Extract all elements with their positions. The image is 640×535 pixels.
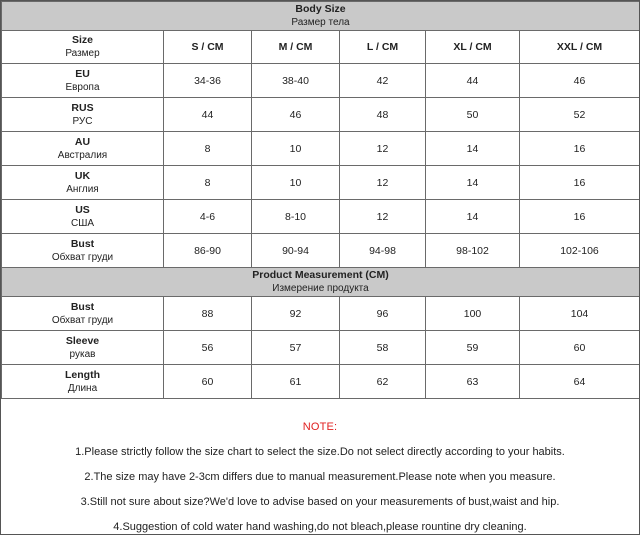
table-cell: 16 <box>520 132 640 166</box>
table-cell: 60 <box>520 331 640 365</box>
column-header-m: M / CM <box>252 31 340 64</box>
table-row <box>2 166 640 200</box>
table-cell: 38-40 <box>252 64 340 98</box>
table-cell: 88 <box>164 297 252 331</box>
table-row <box>2 200 640 234</box>
table-cell: 34-36 <box>164 64 252 98</box>
row-label-ru: Длина <box>67 382 98 394</box>
table-cell: 58 <box>340 331 426 365</box>
table-cell: 104 <box>520 297 640 331</box>
table-row <box>2 98 640 132</box>
column-header-l: L / CM <box>340 31 426 64</box>
table-cell: 44 <box>164 98 252 132</box>
row-label-ru: Обхват груди <box>51 251 114 263</box>
table-cell: 60 <box>164 365 252 399</box>
table-cell: 16 <box>520 200 640 234</box>
note-item: 1.Please strictly follow the size chart to select the size.Do not select directly according to your habits. <box>75 446 565 458</box>
row-label-en: Sleeve <box>65 334 100 347</box>
row-label-en: Bust <box>70 237 95 250</box>
size-label-en: Size <box>71 34 93 46</box>
column-header-xxl: XXL / CM <box>520 31 640 64</box>
row-label <box>2 64 164 98</box>
table-cell: 63 <box>426 365 520 399</box>
note-title: NOTE: <box>302 421 338 433</box>
table-row <box>2 365 640 399</box>
table-cell: 44 <box>426 64 520 98</box>
notes-section <box>1 421 639 533</box>
table-cell: 86-90 <box>164 234 252 268</box>
table-cell: 16 <box>520 166 640 200</box>
row-label-en: AU <box>74 135 91 148</box>
row-label-ru: Австралия <box>57 149 108 161</box>
row-label <box>2 365 164 399</box>
size-label-cell <box>2 31 164 64</box>
table-cell: 14 <box>426 200 520 234</box>
table-cell: 42 <box>340 64 426 98</box>
row-label-ru: Обхват груди <box>51 314 114 326</box>
table-row <box>2 331 640 365</box>
table-cell: 14 <box>426 132 520 166</box>
table-row <box>2 64 640 98</box>
row-label-en: US <box>75 203 90 216</box>
row-label-en: RUS <box>71 101 94 114</box>
row-label-en: Bust <box>70 300 95 313</box>
table-cell: 56 <box>164 331 252 365</box>
section-divider <box>1 399 639 421</box>
table-cell: 48 <box>340 98 426 132</box>
table-cell: 98-102 <box>426 234 520 268</box>
body-size-subtitle: Размер тела <box>291 17 350 28</box>
row-label-en: EU <box>75 67 90 80</box>
product-measurement-banner <box>2 268 640 297</box>
body-size-title: Body Size <box>295 3 346 15</box>
table-cell: 8-10 <box>252 200 340 234</box>
table-cell: 59 <box>426 331 520 365</box>
table-row <box>2 297 640 331</box>
table-cell: 14 <box>426 166 520 200</box>
table-cell: 46 <box>520 64 640 98</box>
row-label-en: Length <box>65 368 100 381</box>
table-cell: 12 <box>340 166 426 200</box>
row-label-ru: США <box>70 217 95 229</box>
product-measurement-subtitle: Измерение продукта <box>272 283 369 294</box>
size-header-row <box>2 31 640 64</box>
table-cell: 10 <box>252 132 340 166</box>
row-label-ru: Англия <box>66 183 99 195</box>
table-cell: 92 <box>252 297 340 331</box>
table-cell: 8 <box>164 166 252 200</box>
product-measurement-title: Product Measurement (CM) <box>252 269 389 281</box>
note-item: 3.Still not sure about size?We'd love to advise based on your measurements of bust,waist and hip. <box>80 496 560 508</box>
table-cell: 90-94 <box>252 234 340 268</box>
body-size-banner <box>2 2 640 31</box>
column-header-s: S / CM <box>164 31 252 64</box>
table-cell: 12 <box>340 132 426 166</box>
table-cell: 61 <box>252 365 340 399</box>
row-label <box>2 331 164 365</box>
row-label <box>2 132 164 166</box>
table-cell: 100 <box>426 297 520 331</box>
row-label <box>2 166 164 200</box>
column-header-xl: XL / CM <box>426 31 520 64</box>
size-label-ru: Размер <box>65 48 100 59</box>
row-label-ru: Европа <box>65 81 100 93</box>
table-cell: 8 <box>164 132 252 166</box>
table-cell: 46 <box>252 98 340 132</box>
row-label <box>2 98 164 132</box>
table-cell: 102-106 <box>520 234 640 268</box>
table-cell: 96 <box>340 297 426 331</box>
note-item: 4.Suggestion of cold water hand washing,do not bleach,please rountine dry cleaning. <box>113 521 527 533</box>
row-label-ru: рукав <box>69 348 96 360</box>
table-cell: 12 <box>340 200 426 234</box>
row-label <box>2 297 164 331</box>
size-table <box>1 1 640 399</box>
row-label <box>2 234 164 268</box>
table-cell: 52 <box>520 98 640 132</box>
table-cell: 64 <box>520 365 640 399</box>
note-item: 2.The size may have 2-3cm differs due to manual measurement.Please note when you measure. <box>84 471 556 483</box>
row-label-ru: РУС <box>72 115 93 127</box>
table-row <box>2 132 640 166</box>
table-cell: 57 <box>252 331 340 365</box>
table-row <box>2 234 640 268</box>
table-cell: 4-6 <box>164 200 252 234</box>
table-cell: 94-98 <box>340 234 426 268</box>
row-label-en: UK <box>74 169 91 182</box>
table-cell: 62 <box>340 365 426 399</box>
table-cell: 50 <box>426 98 520 132</box>
row-label <box>2 200 164 234</box>
table-cell: 10 <box>252 166 340 200</box>
